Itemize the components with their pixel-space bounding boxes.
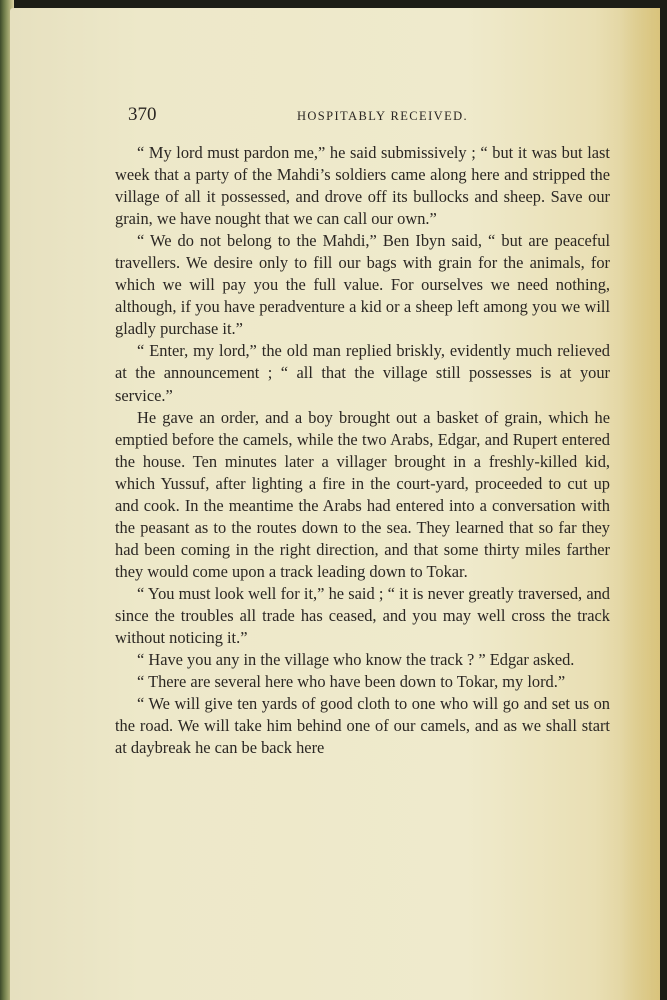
paragraph: He gave an order, and a boy brought out a basket of grain, which he emptied before the camels, while the two Arabs, Edgar, and Rupert entered the house. Ten minutes later a villager brought in a freshly-killed kid, which Yussuf, after lighting a fire in the court-yard, proceeded to cut up and cook. In the meantime the Arabs had entered into a conversation with the peasant as to the routes down to the sea. They learned that so far they had been coming in the right direction, and that some thirty miles farther they would come upon a track leading down to Tokar. [115,407,610,581]
paragraph: “ There are several here who have been down to Tokar, my lord.” [137,672,566,692]
paragraph: “ Enter, my lord,” the old man replied briskly, evidently much relieved at the announcement ; “ all that the village still possesses is at your service.” [115,341,610,405]
page-header [115,104,610,128]
paragraph: “ Have you any in the village who know the track ? ” Edgar asked. [137,650,575,670]
paragraph: “ We will give ten yards of good cloth to one who will go and set us on the road. We will take him behind one of our camels, and as we shall start at daybreak he can be back here [115,694,610,758]
paragraph: “ My lord must pardon me,” he said submissively ; “ but it was but last week that a party of the Mahdi’s soldiers came along here and stripped the village of all it possessed, and drove off its bullocks and sheep. Save our grain, we have nought that we can call our own.” [115,143,610,229]
body-text [115,142,610,759]
page-number: 370 [128,104,157,125]
running-head: HOSPITABLY RECEIVED. [296,109,469,123]
paragraph: “ You must look well for it,” he said ; “ it is never greatly traversed, and since the troubles all trade has ceased, and you may well cross the track without noticing it.” [115,583,610,648]
paragraph: “ We do not belong to the Mahdi,” Ben Ibyn said, “ but are peaceful travellers. We desire only to fill our bags with grain for the animals, for which we will pay you the full value. For ourselves we need nothing, although, if you have peradventure a kid or a sheep left among you we will gladly purchase it.” [115,231,610,339]
